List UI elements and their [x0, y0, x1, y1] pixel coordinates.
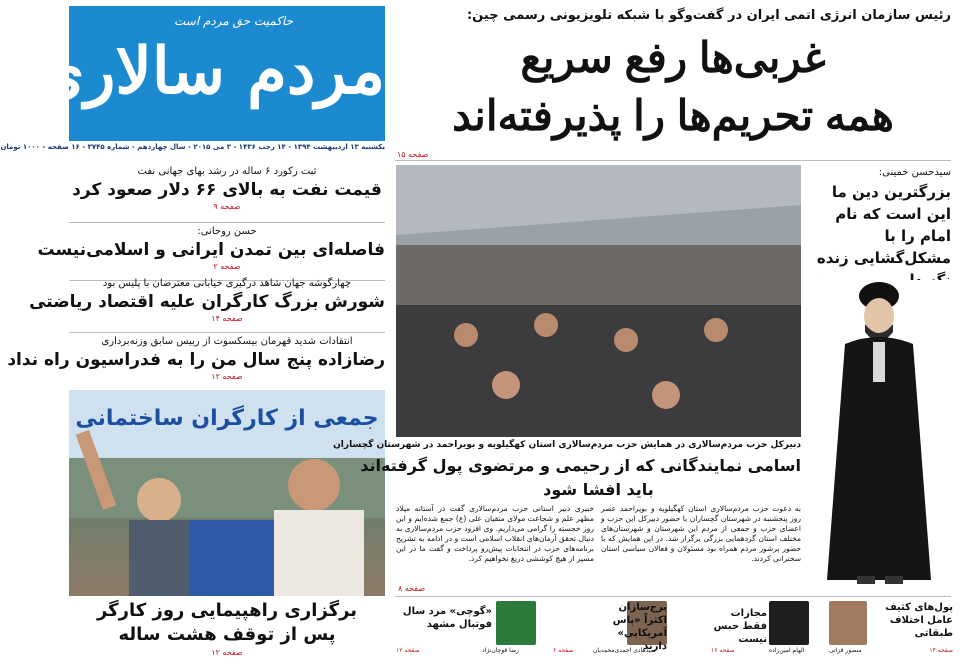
divider	[69, 332, 385, 333]
cleric-figure	[813, 280, 951, 592]
lead-headline-line2: همه تحریم‌ها را پذیرفته‌اند	[452, 92, 894, 139]
news-page-ref: صفحه ۹	[213, 202, 241, 211]
workers-page-ref: صفحه ۱۲	[211, 648, 243, 657]
center-page-ref: صفحه ۸	[398, 584, 426, 593]
workers-headline-line2: پس از توقف هشت ساله	[118, 624, 336, 645]
news-headline: شورش بزرگ کارگران علیه اقتصاد ریاضتی	[29, 292, 385, 312]
workers-headline-line1: برگزاری راهپیمایی روز کارگر	[96, 600, 358, 621]
teaser-page-ref: صفحه ۶	[553, 647, 574, 654]
divider	[69, 222, 385, 223]
teaser-portrait	[829, 601, 867, 645]
lead-headline-line1: غربی‌ها رفع سریع	[520, 34, 826, 81]
center-caption: دبیرکل حزب مردم‌سالاری در همایش حزب مردم‌سالاری استان کهگیلویه و بویراحمد در شهرستان گچساران	[333, 440, 801, 450]
masthead-date-line: یکشنبه ۱۳ اردیبهشت ۱۳۹۴ - ۱۴ رجب ۱۴۳۶ - ۳ می ۲۰۱۵ - سال چهاردهم - شماره ۳۷۴۵ - ۱۶ صفحه - ۱۰۰۰ تومان	[0, 143, 385, 151]
news-headline: رضازاده پنج سال من را به فدراسیون راه نداد	[7, 350, 385, 370]
news-item[interactable]	[7, 336, 385, 390]
center-headline-line1: اسامی نمایندگانی که از رحیمی و مرتضوی پول گرفته‌اند	[360, 456, 801, 475]
teaser-headline: مجازات فقط حبس نیست	[713, 608, 767, 645]
sidebar-headline: بزرگترین دین ما این است که نام امام را با مشکل‌گشایی زنده	[816, 183, 951, 267]
news-item[interactable]	[29, 278, 385, 332]
teaser[interactable]	[711, 599, 823, 659]
teaser-byline: رضا قوچان‌نژاد	[482, 647, 519, 654]
teaser-page-ref: صفحه ۱۴	[929, 647, 953, 654]
workers-photo	[69, 390, 385, 596]
center-body-left: خبیری دبیر استانی حزب مردم‌سالاری گفت در آستانه میلاد مظهر علم و شجاعت مولای متقیان علی (ع) جمع شده‌ایم و این روز خجسته را گرامی می‌داریم. وی افزود حزب مردم‌سالاری به دنبال تحقق آرمان‌های انقلاب اسلامی است و در ادامه به تشریح برنامه‌های حزب در انتخابات پیش‌رو پرداخت و گفت ما در این مسیر از هیچ کوششی دریغ نخواهیم کرد.	[396, 504, 594, 563]
teaser[interactable]	[553, 599, 701, 659]
news-headline: فاصله‌ای بین تمدن ایرانی و اسلامی‌نیست	[37, 240, 385, 260]
news-page-ref: صفحه ۱۲	[211, 372, 243, 381]
news-kicker: انتقادات شدید قهرمان بیسکسوت از رییس سابق وزنه‌برداری	[101, 336, 353, 347]
sidebar-kicker: سیدحسن خمینی:	[878, 167, 951, 178]
news-kicker: چهارگوشه جهان شاهد درگیری خیابانی معترضان با پلیس بود	[102, 278, 352, 289]
teaser-portrait	[496, 601, 536, 645]
news-item[interactable]	[69, 166, 385, 220]
sidebar-portrait	[813, 280, 951, 592]
teaser-byline: الهام امین‌زاده	[769, 647, 805, 654]
center-body-right: به دعوت حزب مردم‌سالاری استان کهگیلویه و بویراحمد عصر روز پنجشنبه در شهرستان گچساران با حضور دبیرکل این حزب و اعضای حزب و جمعی از مردم این شهرستان و شهرستان‌های مختلف استان گردهمایی بزرگی برگزار شد. در این همایش که با حضور پرشور مردم همراه بود مسئولان و فعالان سیاسی استان سخنرانی کردند.	[601, 504, 801, 563]
teaser-headline: برج‌سازان اکثراً «پاس آمریکایی» دارند	[612, 602, 667, 652]
masthead	[34, 6, 385, 141]
news-kicker: ثبت رکورد ۶ ساله در رشد بهای جهانی نفت	[137, 166, 317, 177]
teaser-page-ref: صفحه ۱۲	[396, 647, 420, 654]
teaser-headline: «گوچی» مرد سال فوتبال مشهد	[402, 606, 492, 630]
teaser-portrait	[769, 601, 809, 645]
news-page-ref: صفحه ۲	[213, 262, 241, 271]
lead-kicker: رئیس سازمان انرژی اتمی ایران در گفت‌وگو با شبکه تلویزیونی رسمی چین:	[466, 8, 951, 23]
center-photo	[396, 165, 801, 437]
teaser[interactable]	[396, 599, 546, 659]
teaser-headline: پول‌های کثیف عامل اختلاف طبقاتی	[885, 602, 953, 639]
news-headline: قیمت نفت به بالای ۶۶ دلار صعود کرد	[72, 180, 382, 200]
center-headline-line2: باید افشا شود	[543, 480, 654, 499]
teaser-page-ref: صفحه ۱۶	[711, 647, 735, 654]
teaser-byline: سیدهادی احمدی‌محمدیان	[593, 647, 656, 654]
lead-page-ref: صفحه ۱۵	[397, 150, 429, 159]
teaser[interactable]	[829, 599, 953, 659]
teaser-byline: منصور قزاتی	[829, 647, 862, 654]
center-photo-art	[396, 165, 801, 437]
divider	[395, 160, 951, 161]
masthead-slogan: حاکمیت حق مردم است	[174, 14, 293, 28]
workers-banner: جمعی از کارگران ساختمانی	[75, 406, 379, 431]
news-kicker: حسن روحانی:	[197, 226, 257, 237]
divider	[395, 596, 951, 597]
masthead-logo: مردم سالاری	[34, 34, 385, 109]
news-page-ref: صفحه ۱۴	[211, 314, 243, 323]
news-item[interactable]	[37, 226, 385, 280]
